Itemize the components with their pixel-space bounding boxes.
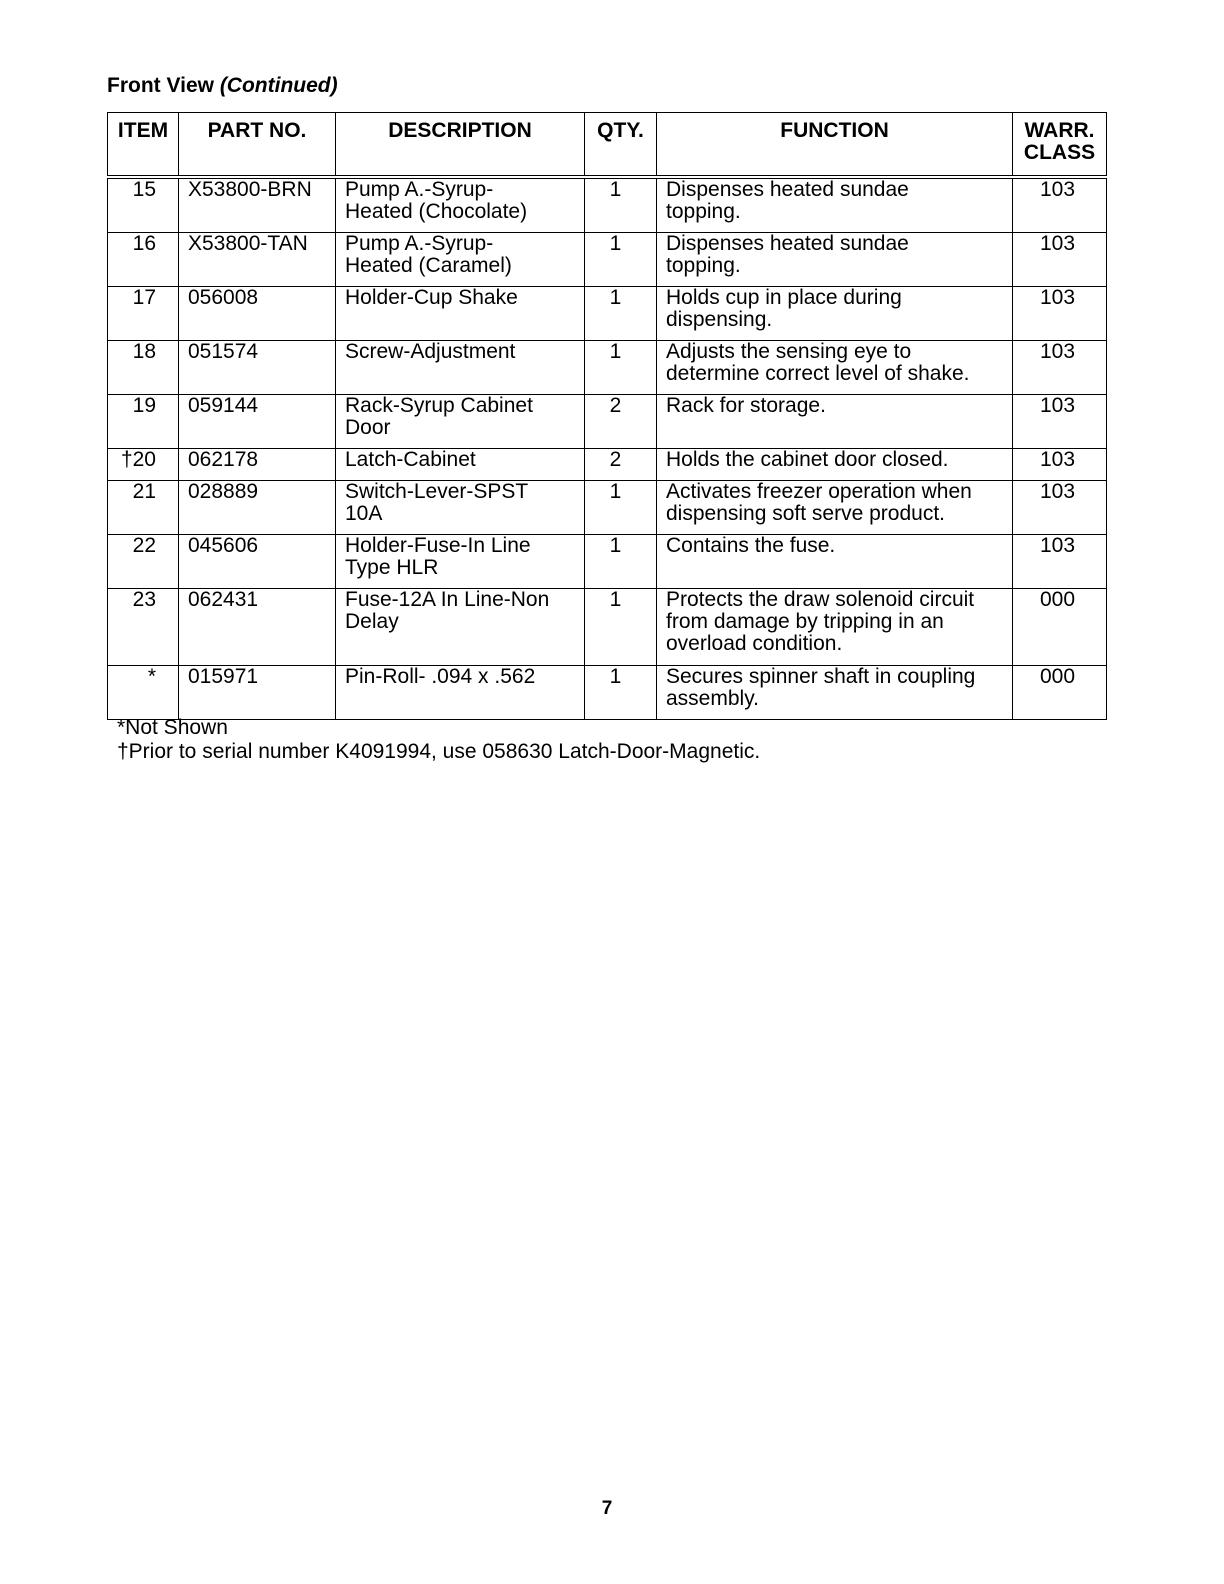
cell-part-no: 045606 <box>179 534 336 588</box>
cell-function <box>657 588 1013 665</box>
function-line: Holds the cabinet door closed. <box>666 447 949 471</box>
header-item: ITEM <box>108 113 179 177</box>
header-warr-line2: CLASS <box>1023 141 1096 164</box>
header-part-no: PART NO. <box>179 113 336 177</box>
description-line: Delay <box>345 609 399 633</box>
cell-function <box>657 480 1013 534</box>
table-row <box>108 286 1107 340</box>
cell-description <box>336 394 585 448</box>
description-line: Fuse-12A In Line-Non <box>345 587 550 611</box>
cell-warr-class: 000 <box>1013 665 1107 719</box>
cell-description <box>336 448 585 480</box>
cell-item: 19 <box>108 394 179 448</box>
cell-warr-class: 103 <box>1013 448 1107 480</box>
table-row <box>108 340 1107 394</box>
function-line: Dispenses heated sundae <box>666 231 909 255</box>
cell-warr-class: 103 <box>1013 340 1107 394</box>
header-description: DESCRIPTION <box>336 113 585 177</box>
cell-item: 22 <box>108 534 179 588</box>
cell-function <box>657 340 1013 394</box>
cell-qty: 1 <box>585 232 657 286</box>
description-line: Pump A.-Syrup- <box>345 177 494 201</box>
cell-part-no: 062431 <box>179 588 336 665</box>
cell-part-no: X53800-BRN <box>179 177 336 233</box>
cell-qty: 1 <box>585 534 657 588</box>
cell-qty: 1 <box>585 588 657 665</box>
description-line: Screw-Adjustment <box>345 339 516 363</box>
cell-part-no: 051574 <box>179 340 336 394</box>
cell-warr-class: 000 <box>1013 588 1107 665</box>
cell-function <box>657 177 1013 233</box>
function-line: Rack for storage. <box>666 393 826 417</box>
cell-warr-class: 103 <box>1013 394 1107 448</box>
footnote-not-shown: *Not Shown <box>117 716 228 739</box>
cell-qty: 1 <box>585 665 657 719</box>
section-title <box>107 74 338 98</box>
cell-item: 18 <box>108 340 179 394</box>
description-line: Heated (Caramel) <box>345 253 512 277</box>
function-line: Holds cup in place during <box>666 285 902 309</box>
cell-part-no: 059144 <box>179 394 336 448</box>
function-line: dispensing soft serve product. <box>666 501 945 525</box>
cell-part-no: 028889 <box>179 480 336 534</box>
table-row <box>108 177 1107 233</box>
cell-qty: 2 <box>585 448 657 480</box>
cell-qty: 1 <box>585 177 657 233</box>
cell-function <box>657 534 1013 588</box>
header-warr-class <box>1013 113 1107 177</box>
function-line: Adjusts the sensing eye to <box>666 339 912 363</box>
cell-item: * <box>108 665 179 719</box>
page-number: 7 <box>601 1498 613 1519</box>
cell-warr-class: 103 <box>1013 177 1107 233</box>
cell-description <box>336 588 585 665</box>
header-row <box>108 113 1107 177</box>
table-row <box>108 448 1107 480</box>
table-row <box>108 588 1107 665</box>
cell-description <box>336 534 585 588</box>
description-line: 10A <box>345 501 383 525</box>
cell-description <box>336 340 585 394</box>
function-line: Contains the fuse. <box>666 533 836 557</box>
cell-item: 21 <box>108 480 179 534</box>
description-line: Pin-Roll- .094 x .562 <box>345 664 536 688</box>
header-function: FUNCTION <box>657 113 1013 177</box>
cell-function <box>657 232 1013 286</box>
description-line: Heated (Chocolate) <box>345 199 528 223</box>
parts-table-body <box>108 177 1107 720</box>
cell-description <box>336 232 585 286</box>
cell-item: 17 <box>108 286 179 340</box>
cell-function <box>657 665 1013 719</box>
section-title-continued: (Continued) <box>219 74 338 97</box>
cell-warr-class: 103 <box>1013 232 1107 286</box>
cell-warr-class: 103 <box>1013 480 1107 534</box>
description-line: Type HLR <box>345 555 439 579</box>
cell-warr-class: 103 <box>1013 286 1107 340</box>
description-line: Switch-Lever-SPST <box>345 479 529 503</box>
function-line: dispensing. <box>666 307 773 331</box>
description-line: Pump A.-Syrup- <box>345 231 494 255</box>
cell-qty: 1 <box>585 286 657 340</box>
cell-warr-class: 103 <box>1013 534 1107 588</box>
function-line: Activates freezer operation when <box>666 479 972 503</box>
function-line: assembly. <box>666 686 759 710</box>
section-title-main: Front View <box>107 74 214 97</box>
cell-item: 23 <box>108 588 179 665</box>
cell-qty: 1 <box>585 480 657 534</box>
parts-table-header <box>108 113 1107 177</box>
table-row <box>108 534 1107 588</box>
footnote-prior-serial: †Prior to serial number K4091994, use 058630 Latch-Door-Magnetic. <box>117 740 761 763</box>
cell-description <box>336 286 585 340</box>
cell-part-no: X53800-TAN <box>179 232 336 286</box>
cell-function <box>657 448 1013 480</box>
cell-part-no: 056008 <box>179 286 336 340</box>
function-line: Dispenses heated sundae <box>666 177 909 201</box>
cell-item: †20 <box>108 448 179 480</box>
header-warr-line1: WARR. <box>1024 119 1095 142</box>
description-line: Door <box>345 415 391 439</box>
function-line: overload condition. <box>666 631 843 655</box>
function-line: Secures spinner shaft in coupling <box>666 664 976 688</box>
function-line: Protects the draw solenoid circuit <box>666 587 975 611</box>
cell-function <box>657 394 1013 448</box>
function-line: topping. <box>666 199 741 223</box>
parts-table <box>107 112 1107 720</box>
header-qty: QTY. <box>585 113 657 177</box>
cell-description <box>336 177 585 233</box>
function-line: determine correct level of shake. <box>666 361 970 385</box>
cell-description <box>336 480 585 534</box>
cell-part-no: 015971 <box>179 665 336 719</box>
table-row <box>108 232 1107 286</box>
cell-part-no: 062178 <box>179 448 336 480</box>
cell-qty: 2 <box>585 394 657 448</box>
cell-function <box>657 286 1013 340</box>
cell-item: 15 <box>108 177 179 233</box>
table-row <box>108 665 1107 719</box>
cell-item: 16 <box>108 232 179 286</box>
function-line: from damage by tripping in an <box>666 609 944 633</box>
function-line: topping. <box>666 253 741 277</box>
description-line: Rack-Syrup Cabinet <box>345 393 533 417</box>
description-line: Holder-Cup Shake <box>345 285 518 309</box>
cell-description <box>336 665 585 719</box>
cell-qty: 1 <box>585 340 657 394</box>
table-row <box>108 480 1107 534</box>
description-line: Holder-Fuse-In Line <box>345 533 531 557</box>
table-row <box>108 394 1107 448</box>
description-line: Latch-Cabinet <box>345 447 476 471</box>
